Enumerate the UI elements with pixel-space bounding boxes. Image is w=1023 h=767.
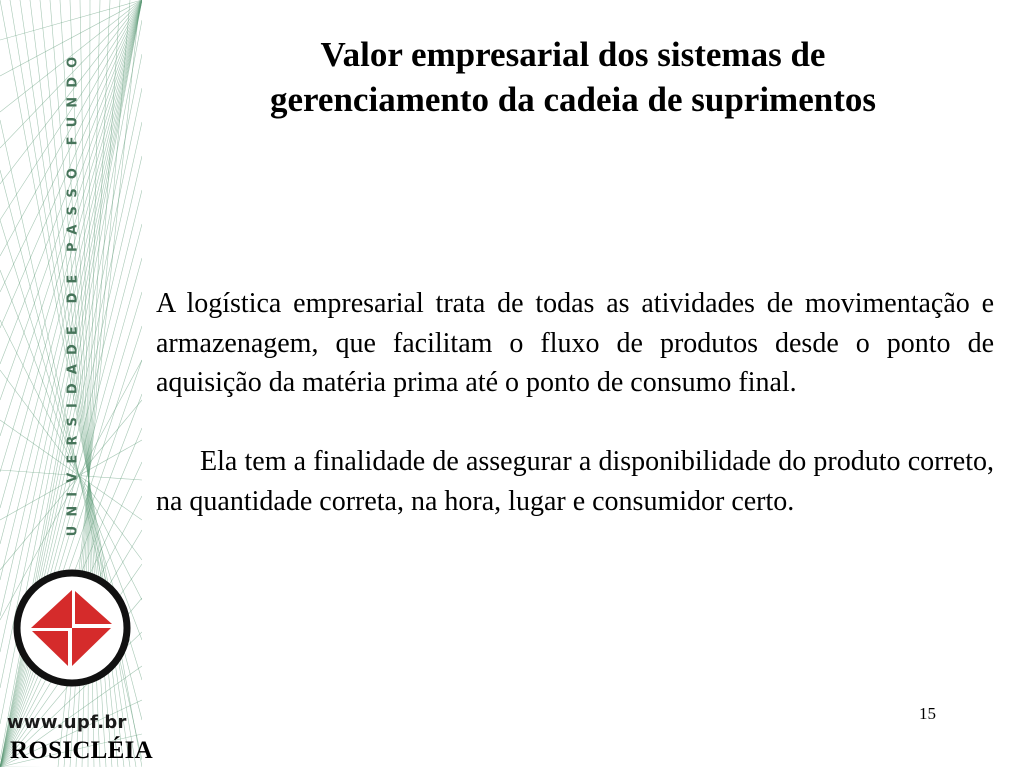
body-paragraph: Ela tem a finalidade de assegurar a disponibilidade do produto correto, na quantidade correta, na hora, lugar e consumidor certo.	[156, 446, 994, 517]
page-number: 15	[919, 704, 936, 723]
slide-title-line: gerenciamento da cadeia de suprimentos	[270, 80, 876, 119]
slide-title	[160, 32, 986, 122]
university-logo-icon	[11, 567, 133, 689]
website-url: www.upf.br	[7, 712, 127, 733]
slide-body	[156, 284, 994, 521]
sidebar-decoration	[0, 0, 142, 767]
body-paragraph: A logística empresarial trata de todas as atividades de movimentação e armazenagem, que facilitam o fluxo de produtos desde o ponto de aquisição da matéria prima até o ponto de consumo final.	[156, 288, 994, 398]
university-name: UNIVERSIDADE DE PASSO FUNDO	[65, 47, 81, 537]
author-name: ROSICLÉIA	[10, 737, 154, 764]
slide-title-line: Valor empresarial dos sistemas de	[320, 35, 826, 74]
